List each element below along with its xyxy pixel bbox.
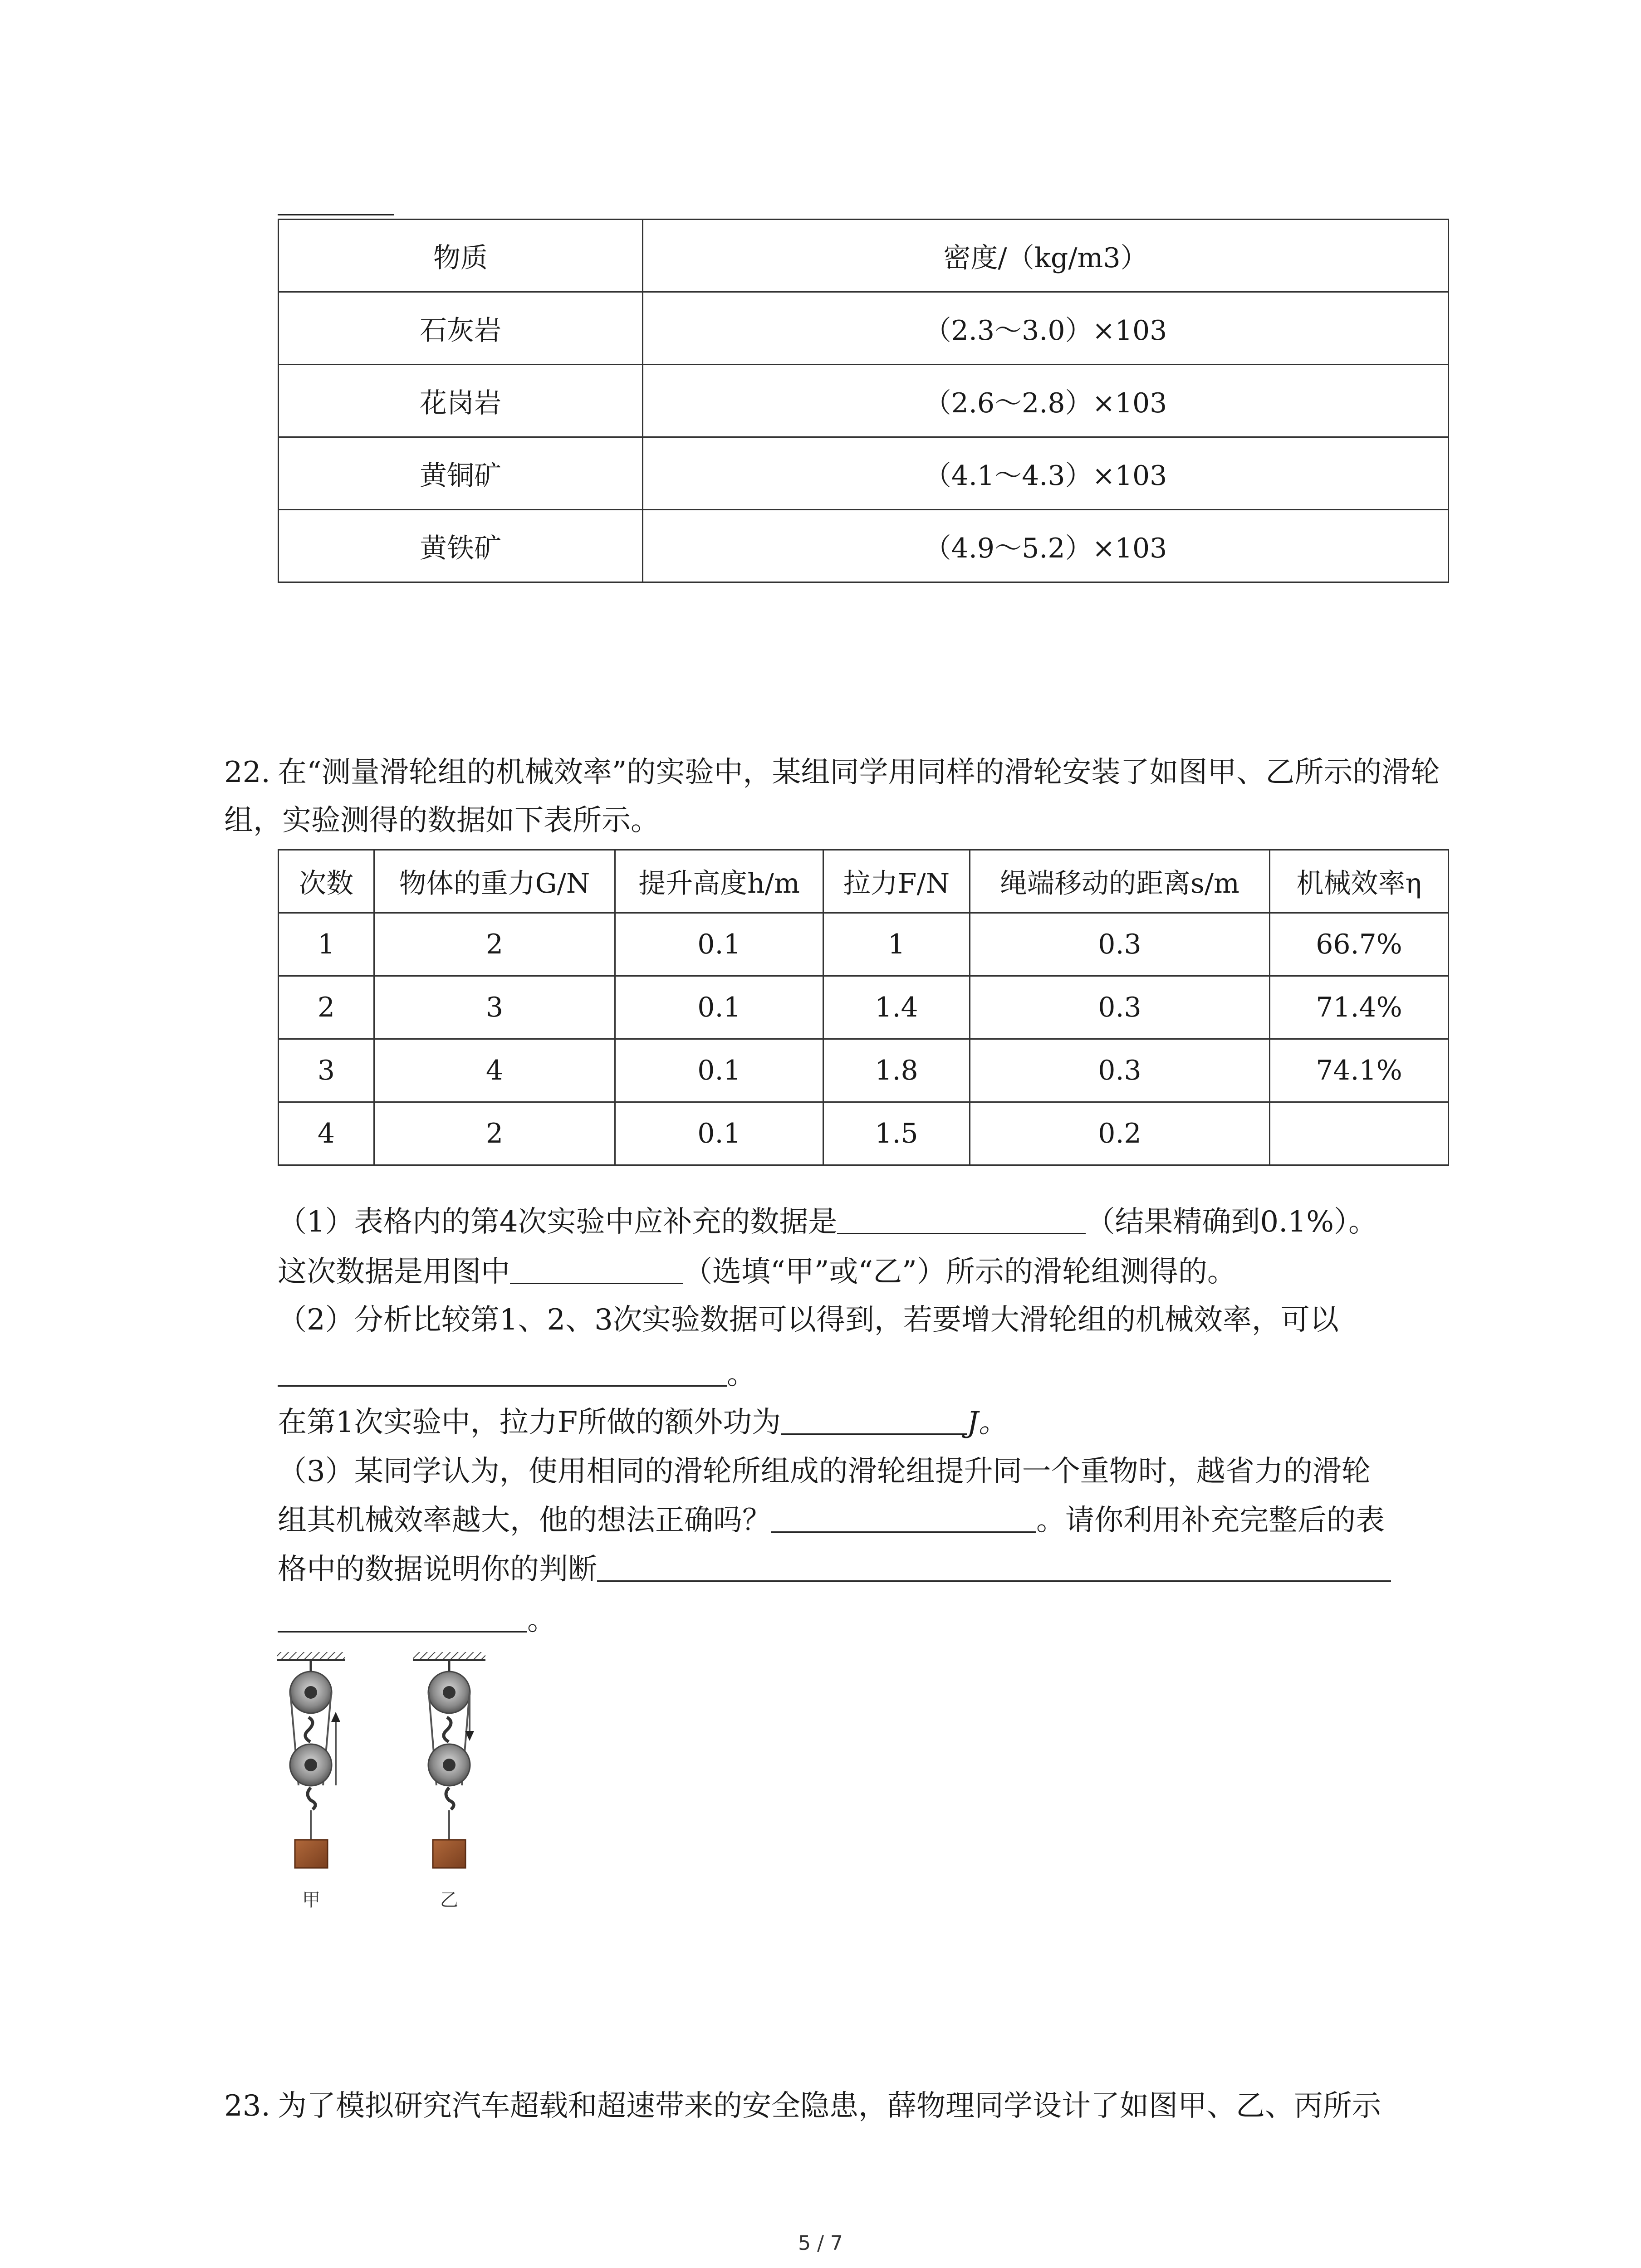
table-cell: 4: [279, 1102, 374, 1165]
answer-blank[interactable]: [278, 1358, 727, 1387]
table-row: [279, 437, 1449, 510]
table-row: [279, 365, 1449, 437]
table-row: [279, 292, 1449, 365]
table-cell: 3: [279, 1039, 374, 1102]
table-cell: 71.4%: [1270, 976, 1449, 1039]
table-cell: 花岗岩: [279, 365, 643, 437]
question-text: （选填“甲”或“乙”）所示的滑轮组测得的。: [683, 1255, 1236, 1289]
question-text: 。: [727, 1358, 756, 1391]
answer-blank-top: [278, 214, 394, 215]
table-header-cell: 绳端移动的距离s/m: [970, 850, 1270, 913]
page-number: 5 / 7: [798, 2232, 843, 2255]
table-cell: 1: [279, 913, 374, 976]
table-cell: 0.2: [970, 1102, 1270, 1165]
sub-question-2-line-1: [278, 1296, 1339, 1338]
table-cell: （4.1～4.3）×103: [643, 437, 1449, 510]
question-number: 22.: [224, 756, 270, 789]
answer-blank[interactable]: [597, 1553, 1391, 1582]
table-cell: 0.1: [615, 976, 823, 1039]
question-text: （2）分析比较第1、2、3次实验数据可以得到，若要增大滑轮组的机械效率，可以: [278, 1303, 1339, 1337]
question-intro: 在“测量滑轮组的机械效率”的实验中，某组同学用同样的滑轮安装了如图甲、乙所示的滑轮组，实验测得的数据如下表所示。: [224, 756, 1440, 837]
table-cell: 0.3: [970, 1039, 1270, 1102]
table-cell: 0.3: [970, 913, 1270, 976]
question-text: J。: [967, 1406, 1008, 1439]
question-text: 在第1次实验中，拉力F所做的额外功为: [278, 1406, 781, 1439]
table-header-cell: 物质: [279, 220, 643, 292]
answer-blank[interactable]: [837, 1206, 1086, 1234]
table-header-cell: 次数: [279, 850, 374, 913]
table-cell: 0.1: [615, 913, 823, 976]
table-header-cell: 提升高度h/m: [615, 850, 823, 913]
question-22: [224, 748, 1458, 845]
table-cell: 石灰岩: [279, 292, 643, 365]
pulley-setup-a: [277, 1652, 345, 1911]
question-text: 。: [527, 1603, 556, 1637]
question-text: 这次数据是用图中: [278, 1255, 510, 1289]
sub-question-1-line-1: [278, 1198, 1377, 1240]
table-row: [279, 913, 1449, 976]
density-table: [278, 219, 1449, 583]
table-cell: 1.8: [823, 1039, 970, 1102]
table-header-cell: 密度/（kg/m3）: [643, 220, 1449, 292]
table-cell: 0.1: [615, 1102, 823, 1165]
figure-label-a: 甲: [302, 1890, 320, 1911]
table-cell: 0.3: [970, 976, 1270, 1039]
table-row: [279, 976, 1449, 1039]
table-cell: 1: [823, 913, 970, 976]
table-cell: 2: [374, 913, 615, 976]
table-row: [279, 510, 1449, 582]
table-cell: [1270, 1102, 1449, 1165]
question-number: 23.: [224, 2089, 270, 2123]
table-cell: 2: [279, 976, 374, 1039]
answer-blank[interactable]: [510, 1256, 683, 1284]
question-text: 为了模拟研究汽车超载和超速带来的安全隐患，薛物理同学设计了如图甲、乙、丙所示: [278, 2089, 1381, 2123]
answer-blank[interactable]: [278, 1604, 527, 1633]
question-text: （1）表格内的第4次实验中应补充的数据是: [278, 1205, 838, 1239]
table-header-cell: 物体的重力G/N: [374, 850, 615, 913]
table-cell: 66.7%: [1270, 913, 1449, 976]
question-text: 组其机械效率越大，他的想法正确吗？: [278, 1504, 771, 1537]
table-cell: （2.3～3.0）×103: [643, 292, 1449, 365]
table-cell: 1.5: [823, 1102, 970, 1165]
table-cell: （2.6～2.8）×103: [643, 365, 1449, 437]
table-row: [279, 1039, 1449, 1102]
table-cell: 黄铜矿: [279, 437, 643, 510]
pulley-setup-b: [413, 1652, 485, 1911]
sub-question-3-line-3: [278, 1546, 1391, 1588]
table-cell: 1.4: [823, 976, 970, 1039]
table-cell: （4.9～5.2）×103: [643, 510, 1449, 582]
table-row: [279, 1102, 1449, 1165]
question-text: 格中的数据说明你的判断: [278, 1553, 597, 1586]
sub-question-3-line-1: [278, 1448, 1371, 1490]
question-text: 。请你利用补充完整后的表: [1036, 1504, 1385, 1537]
table-cell: 2: [374, 1102, 615, 1165]
table-header-cell: 拉力F/N: [823, 850, 970, 913]
pulley-figure: [268, 1649, 540, 1940]
sub-question-1-line-2: [278, 1248, 1236, 1290]
table-cell: 4: [374, 1039, 615, 1102]
question-text: （3）某同学认为，使用相同的滑轮所组成的滑轮组提升同一个重物时，越省力的滑轮: [278, 1455, 1371, 1488]
table-cell: 黄铁矿: [279, 510, 643, 582]
table-cell: 74.1%: [1270, 1039, 1449, 1102]
table-header-row: [279, 850, 1449, 913]
table-header-row: [279, 220, 1449, 292]
table-cell: 3: [374, 976, 615, 1039]
table-header-cell: 机械效率η: [1270, 850, 1449, 913]
table-cell: 0.1: [615, 1039, 823, 1102]
answer-blank[interactable]: [771, 1504, 1036, 1533]
sub-question-2-line-3: [278, 1399, 1008, 1441]
pulley-data-table: [278, 849, 1449, 1166]
question-23: [224, 2082, 1458, 2130]
sub-question-3-line-2: [278, 1497, 1385, 1539]
sub-question-3-line-4: [278, 1597, 556, 1638]
question-text: （结果精确到0.1%）。: [1086, 1205, 1378, 1239]
figure-label-b: 乙: [440, 1890, 458, 1911]
sub-question-2-line-2: [278, 1351, 756, 1393]
answer-blank[interactable]: [781, 1406, 967, 1435]
pulley-diagram: [268, 1649, 540, 1940]
